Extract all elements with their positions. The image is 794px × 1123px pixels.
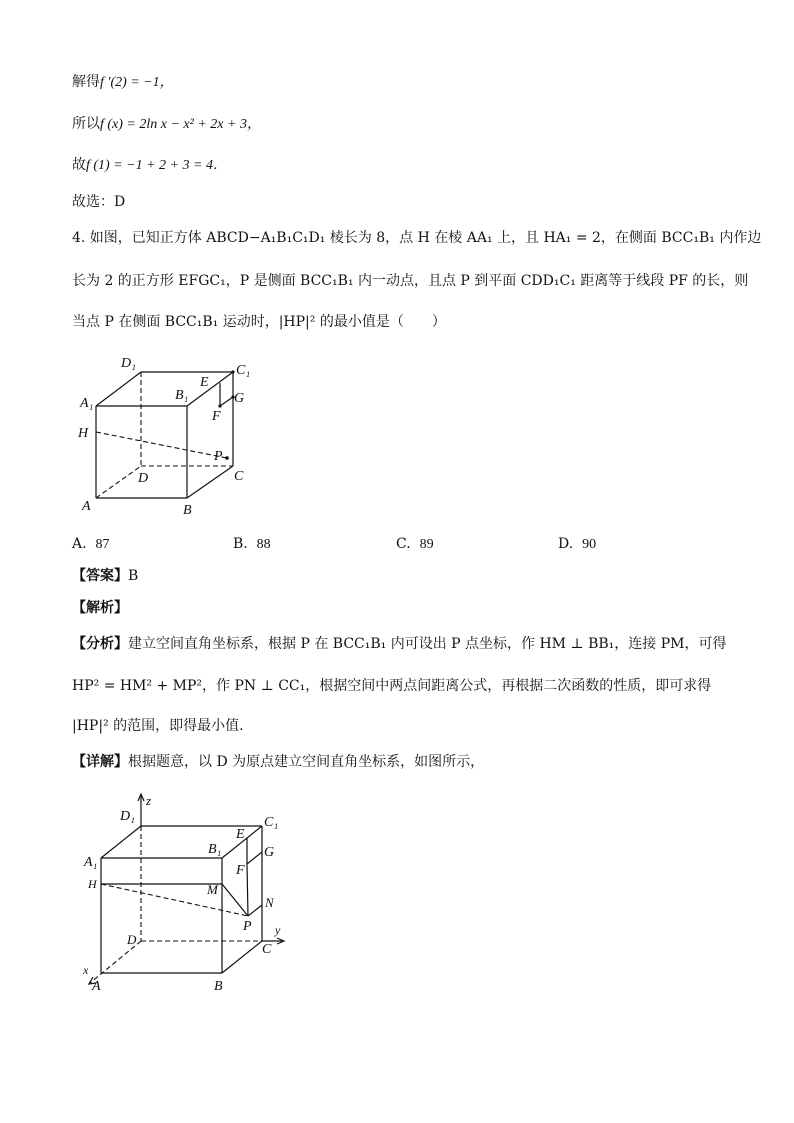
- label-c1: C₁: [264, 815, 279, 830]
- xiangjie-label: 【详解】: [72, 754, 128, 770]
- xiangjie-text: 根据题意，以 D 为原点建立空间直角坐标系，如图所示，: [128, 754, 485, 770]
- prev-line-3-text: 故: [72, 157, 86, 173]
- label-f: F: [236, 863, 245, 878]
- segment-fp: [247, 864, 248, 916]
- choice-d: [558, 536, 596, 553]
- label-h: H: [88, 877, 97, 891]
- prev-line-3: [72, 155, 227, 176]
- label-a: A: [92, 979, 101, 994]
- label-a1: A₁: [80, 396, 94, 411]
- prev-line-2: [72, 114, 261, 135]
- label-c: C: [234, 469, 244, 484]
- prev-line-2-text: 所以: [72, 116, 100, 132]
- label-m: M: [207, 882, 218, 897]
- axis-x-hidden: [90, 941, 141, 983]
- label-g: G: [264, 845, 275, 860]
- edge-ad-hidden: [96, 466, 141, 498]
- choice-d-letter: D.: [558, 536, 574, 552]
- prev-line-1-math: f ′(2) = −1，: [100, 75, 174, 90]
- label-d1: D₁: [121, 356, 136, 371]
- label-d1: D₁: [120, 809, 135, 824]
- label-z: z: [146, 793, 152, 808]
- label-b: B: [214, 979, 223, 994]
- prev-line-2-math: f (x) = 2ln x − x² + 2x + 3，: [100, 117, 261, 132]
- choice-a-value: 87: [95, 537, 110, 552]
- answer-line: [72, 566, 138, 586]
- label-h: H: [78, 426, 89, 441]
- fenxi-line-1: [72, 634, 726, 654]
- label-b1: B₁: [208, 842, 222, 857]
- choice-b-letter: B.: [233, 536, 248, 552]
- edge-a1d1: [96, 372, 141, 406]
- choice-a-letter: A.: [72, 536, 87, 552]
- edge-fg: [220, 397, 233, 406]
- label-b: B: [183, 503, 192, 518]
- edge-bc: [187, 466, 233, 498]
- label-c: C: [262, 942, 272, 957]
- edge-a1d1: [101, 826, 141, 858]
- label-g: G: [234, 391, 245, 406]
- point-p: [225, 456, 229, 460]
- prev-line-1: [72, 72, 174, 93]
- label-d: D: [127, 932, 137, 947]
- label-e: E: [236, 827, 245, 842]
- xiangjie-line: [72, 752, 484, 772]
- choice-d-value: 90: [582, 537, 597, 552]
- label-p: P: [243, 919, 252, 934]
- analysis-label: [72, 598, 128, 618]
- edge-bc: [222, 941, 262, 973]
- choice-c-value: 89: [419, 537, 434, 552]
- choice-c-letter: C.: [396, 536, 411, 552]
- choice-c: [396, 536, 434, 553]
- segment-mp: [222, 884, 248, 916]
- choice-b-value: 88: [256, 537, 271, 552]
- figure-cube-axes: [78, 788, 298, 996]
- fenxi-line-3: |HP|² 的范围，即得最小值.: [72, 718, 244, 734]
- edge-b1c1: [187, 372, 233, 406]
- question-line-2: 长为 2 的正方形 EFGC₁，P 是侧面 BCC₁B₁ 内一动点，且点 P 到平面 CDD₁C₁ 距离等于线段 PF 的长，则: [72, 273, 749, 289]
- label-f: F: [212, 409, 221, 424]
- choice-b: [233, 536, 271, 553]
- label-p: P: [214, 449, 223, 464]
- segment-pn: [248, 905, 262, 916]
- label-e: E: [200, 375, 209, 390]
- fenxi-line-2: HP² = HM² + MP²，作 PN ⊥ CC₁，根据空间中两点间距离公式，再根据二次函数的性质，即可求得: [72, 678, 712, 694]
- label-c1: C₁: [236, 363, 251, 378]
- segment-hp: [96, 432, 227, 458]
- analysis-label-text: 【解析】: [72, 600, 128, 616]
- prev-line-3-math: f (1) = −1 + 2 + 3 = 4．: [86, 158, 227, 173]
- label-a: A: [82, 499, 91, 514]
- label-b1: B₁: [175, 388, 189, 403]
- label-x: x: [83, 963, 89, 977]
- answer-value: B: [128, 568, 139, 584]
- label-d: D: [138, 471, 149, 486]
- answer-label: 【答案】: [72, 568, 128, 584]
- label-a1: A₁: [84, 855, 98, 870]
- fenxi-label: 【分析】: [72, 636, 128, 652]
- prev-line-1-text: 解得: [72, 74, 100, 90]
- point-f: [218, 404, 221, 407]
- label-y: y: [275, 923, 281, 937]
- question-line-1: 4. 如图，已知正方体 ABCD−A₁B₁C₁D₁ 棱长为 8，点 H 在棱 AA₁ 上，且 HA₁ = 2，在侧面 BCC₁B₁ 内作边: [72, 230, 762, 246]
- edge-fg: [247, 852, 262, 864]
- point-c1: [231, 370, 234, 373]
- fenxi-text-1: 建立空间直角坐标系，根据 P 在 BCC₁B₁ 内可设出 P 点坐标，作 HM ⊥ BB₁，连接 PM，可得: [128, 636, 727, 652]
- label-n: N: [265, 895, 274, 910]
- choice-a: [72, 536, 109, 553]
- question-line-3: 当点 P 在侧面 BCC₁B₁ 运动时，|HP|² 的最小值是（ ）: [72, 314, 446, 330]
- figure-cube: [70, 348, 270, 520]
- prev-line-4: 故选：D: [72, 194, 126, 210]
